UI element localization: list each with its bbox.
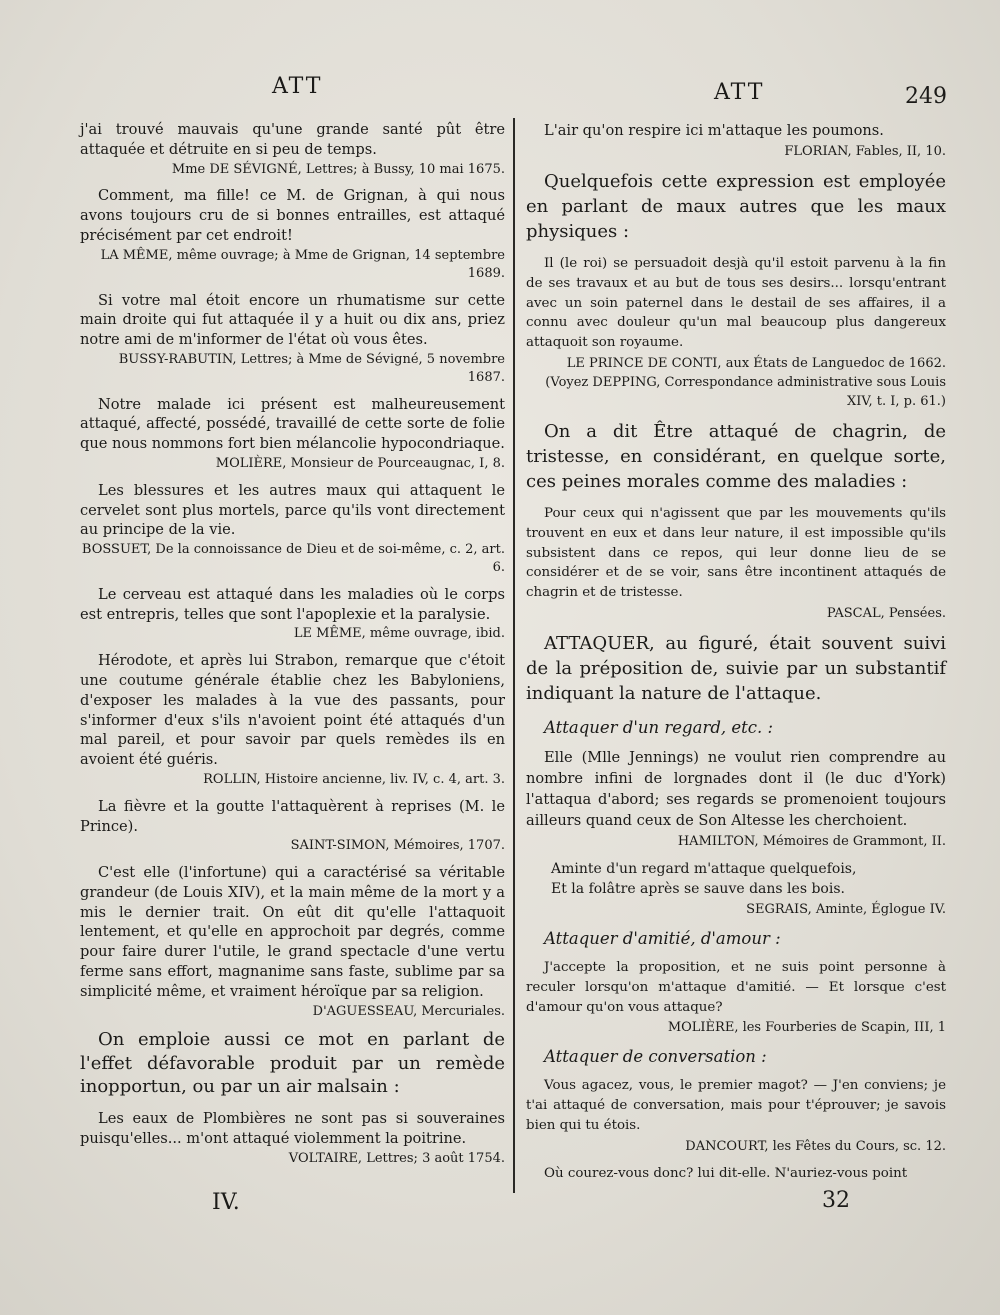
citation-source: LA MÊME, même ouvrage; à Mme de Grignan, 14 septembre 1689. (100, 247, 505, 281)
definition-paragraph: Quelquefois cette expression est employée en parlant de maux autres que les maux physiques : (526, 171, 946, 242)
citation-source: DANCOURT, les Fêtes du Cours, sc. 12. (685, 1138, 946, 1154)
citation-source: PASCAL, Pensées. (826, 605, 946, 621)
citation-source: LE MÊME, même ouvrage, ibid. (293, 626, 505, 642)
right-column (526, 120, 946, 1184)
citation-source: ROLLIN, Histoire ancienne, liv. IV, c. 4, art. 3. (203, 771, 505, 787)
quotation: Le cerveau est attaqué dans les maladies où le corps est entrepris, telles que sont l'apoplexie et la paralysie. (80, 585, 505, 623)
citation-source: HAMILTON, Mémoires de Grammont, II. (677, 833, 946, 849)
sub-heading: Attaquer d'un regard, etc. : (544, 717, 774, 737)
quotation: Où courez-vous donc? lui dit-elle. N'auriez-vous point (544, 1165, 908, 1181)
quotation: Vous agacez, vous, le premier magot? — J'en conviens; je t'ai attaqué de conversation, mais pour t'éprouver; je savois bien qui tu étois. (526, 1078, 946, 1133)
quotation: Hérodote, et après lui Strabon, remarque que c'étoit une coutume générale établie chez les Babyloniens, d'exposer les malades à la vue des passants, pour s'informer d'eux s'ils n'avoient point été attaqués d'un mal pareil, et pour savoir par quels remèdes ils en avoient été guéris. (80, 652, 505, 769)
left-column (80, 120, 505, 1175)
citation-source: D'AGUESSEAU, Mercuriales. (312, 1003, 505, 1019)
citation-source: MOLIÈRE, Monsieur de Pourceaugnac, I, 8. (215, 455, 505, 471)
citation-source: BUSSY-RABUTIN, Lettres; à Mme de Sévigné, 5 novembre 1687. (118, 351, 505, 385)
quotation: La fièvre et la goutte l'attaquèrent à reprises (M. le Prince). (80, 797, 505, 835)
sub-heading: Attaquer de conversation : (544, 1047, 767, 1067)
quotation: Comment, ma fille! ce M. de Grignan, à qui nous avons toujours cru de si bonnes entrailles, est attaqué précisément par cet endroit! (80, 187, 505, 244)
quotation: j'ai trouvé mauvais qu'une grande santé pût être attaquée et détruite en si peu de temps. (80, 121, 505, 158)
running-head-left: ATT (272, 74, 323, 99)
definition-paragraph: On a dit Être attaqué de chagrin, de tristesse, en considérant, en quelque sorte, ces peines morales comme des maladies : (526, 420, 946, 492)
definition-paragraph: On emploie aussi ce mot en parlant de l'effet défavorable produit par un remède inopportun, ou par un air malsain : (80, 1029, 505, 1098)
quotation: L'air qu'on respire ici m'attaque les poumons. (544, 122, 884, 139)
citation-source: VOLTAIRE, Lettres; 3 août 1754. (288, 1150, 505, 1166)
quotation: C'est elle (l'infortune) qui a caractérisé sa véritable grandeur (de Louis XIV), et la main même de la mort y a mis le dernier trait. On eût dit qu'elle l'attaquoit lentement, et qu'elle en approchoit par degrés, comme pour faire durer l'utile, le grand spectacle d'une vertu ferme sans effort, magnanime sans faste, sublime par sa simplicité même, et vraiment héroïque par sa religion. (80, 864, 505, 1000)
quotation: Si votre mal étoit encore un rhumatisme sur cette main droite qui fut attaquée il y a huit ou dix ans, priez notre ami de m'informer de l'état où vous êtes. (80, 291, 505, 349)
citation-source: FLORIAN, Fables, II, 10. (784, 144, 946, 159)
quotation: Les eaux de Plombières ne sont pas si souveraines puisqu'elles... m'ont attaqué violemment la poitrine. (80, 1110, 505, 1147)
definition-paragraph: ATTAQUER, au figuré, était souvent suivi de la préposition de, suivie par un substantif indiquant la nature de l'attaque. (526, 632, 946, 704)
sub-heading: Attaquer d'amitié, d'amour : (544, 928, 781, 948)
running-head-right: ATT (714, 80, 765, 105)
citation-source: BOSSUET, De la connoissance de Dieu et de soi-même, c. 2, art. 6. (81, 542, 505, 575)
citation-source: Mme DE SÉVIGNÉ, Lettres; à Bussy, 10 mai 1675. (171, 161, 505, 177)
quotation: Pour ceux qui n'agissent que par les mouvements qu'ils trouvent en eux et dans leur nature, il est impossible qu'ils subsistent dans ce repos, qui leur donne lieu de se considérer et de se voir, sans être incontinent attaqués de chagrin et de tristesse. (526, 505, 946, 601)
quotation: J'accepte la proposition, et ne suis point personne à reculer lorsqu'on m'attaque d'amitié. — Et lorsque c'est d'amour qu'on vous attaque? (526, 959, 946, 1015)
quotation: Il (le roi) se persuadoit desjà qu'il estoit parvenu à la fin de ses travaux et au but de tous ses desirs... lorsqu'entrant avec un soin paternel dans le destail de ses affaires, il a connu avec douleur qu'un mal beaucoup plus dangereux attaquoit son royaume. (526, 256, 946, 351)
verse-line: Aminte d'un regard m'attaque quelquefois, (551, 860, 857, 877)
page-number: 249 (905, 84, 947, 109)
citation-source: LE PRINCE DE CONTI, aux États de Languedoc de 1662. (Voyez DEPPING, Correspondance administrative sous Louis XIV, t. I, p. 61.) (545, 355, 946, 409)
citation-source: SAINT-SIMON, Mémoires, 1707. (290, 838, 505, 854)
quotation: Les blessures et les autres maux qui attaquent le cervelet sont plus mortels, parce qu'ils vont directement au principe de la vie. (80, 481, 505, 539)
signature-mark: 32 (822, 1188, 850, 1213)
verse-line: Et la folâtre après se sauve dans les bois. (551, 880, 845, 897)
verse-quotation (526, 859, 946, 899)
citation-source: SEGRAIS, Aminte, Églogue IV. (746, 901, 946, 917)
citation-source: MOLIÈRE, les Fourberies de Scapin, III, 1 (667, 1020, 946, 1036)
volume-number: IV. (212, 1190, 240, 1215)
quotation: Elle (Mlle Jennings) ne voulut rien comprendre au nombre infini de lorgnades dont il (le duc d'York) l'attaqua d'abord; ses regards se promenoient toujours ailleurs quand ceux de Son Altesse les cherchoient. (526, 748, 946, 829)
quotation: Notre malade ici présent est malheureusement attaqué, affecté, possédé, travaillé de cette sorte de folie que nous nommons fort bien mélancolie hypocondriaque. (80, 395, 505, 453)
column-divider (513, 118, 515, 1193)
